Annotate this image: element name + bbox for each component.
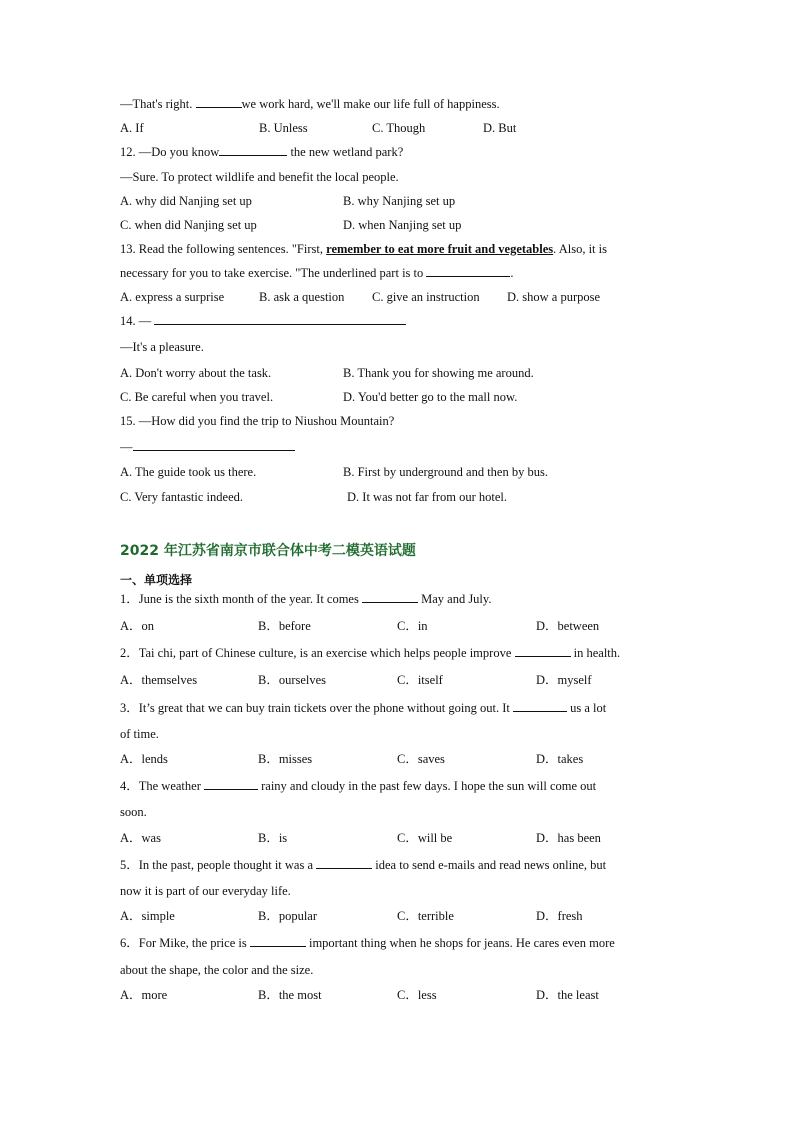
question-2-option-d: D．myself xyxy=(536,673,592,687)
question-6-option-b: B．the most xyxy=(258,988,322,1002)
answer-blank xyxy=(219,144,287,156)
question-6-pre: 6．For Mike, the price is xyxy=(120,936,247,950)
q11-option-a: A. If xyxy=(120,121,144,135)
question-1-pre: 1．June is the sixth month of the year. It comes xyxy=(120,592,359,606)
question-5-option-a: A．simple xyxy=(120,909,175,923)
q14-option-a: A. Don't worry about the task. xyxy=(120,366,272,380)
question-6-post: important thing when he shops for jeans. He cares even more xyxy=(308,936,615,950)
answer-blank xyxy=(316,857,372,869)
q11-option-b: B. Unless xyxy=(259,121,308,135)
q13-line2-text: necessary for you to take exercise. "The underlined part is to xyxy=(120,266,424,280)
answer-blank xyxy=(204,778,258,790)
question-2-option-c: C．itself xyxy=(397,673,443,687)
q15-answer xyxy=(120,439,295,455)
question-4-stem-line2: soon. xyxy=(120,805,147,819)
answer-blank xyxy=(513,700,567,712)
question-3-option-c: C．saves xyxy=(397,752,445,766)
question-4-stem xyxy=(120,778,596,794)
question-1-post: May and July. xyxy=(421,592,492,606)
question-6-option-d: D．the least xyxy=(536,988,599,1002)
q12-option-d: D. when Nanjing set up xyxy=(343,218,462,232)
answer-blank xyxy=(133,439,295,451)
q11-answer-post: we work hard, we'll make our life full of happiness. xyxy=(241,97,500,111)
question-5-option-c: C．terrible xyxy=(397,909,454,923)
q12-stem xyxy=(120,144,403,160)
q14-option-c: C. Be careful when you travel. xyxy=(120,390,274,404)
q14-stem xyxy=(120,313,406,329)
question-2-option-a: A．themselves xyxy=(120,673,198,687)
question-4-pre: 4．The weather xyxy=(120,779,201,793)
q15-stem: 15. —How did you find the trip to Niushou Mountain? xyxy=(120,414,395,428)
q15-option-a: A. The guide took us there. xyxy=(120,465,257,479)
question-3-post: us a lot xyxy=(570,701,607,715)
question-5-post: idea to send e-mails and read news online, but xyxy=(375,858,607,872)
q13-line2-end: . xyxy=(510,266,514,280)
question-6-option-c: C．less xyxy=(397,988,437,1002)
question-3-option-b: B．misses xyxy=(258,752,313,766)
q13-option-c: C. give an instruction xyxy=(372,290,480,304)
q11-option-c: C. Though xyxy=(372,121,426,135)
question-2-stem xyxy=(120,645,620,661)
q12-option-a: A. why did Nanjing set up xyxy=(120,194,252,208)
q12-stem-pre: 12. —Do you know xyxy=(120,145,220,159)
q13-stem-pre: 13. Read the following sentences. "First, xyxy=(120,242,323,256)
question-3-option-d: D．takes xyxy=(536,752,584,766)
question-4-option-d: D．has been xyxy=(536,831,601,845)
question-1-stem xyxy=(120,591,491,607)
question-2-pre: 2．Tai chi, part of Chinese culture, is an exercise which helps people improve xyxy=(120,646,512,660)
answer-blank xyxy=(196,96,242,108)
exam-title: 2022 年江苏省南京市联合体中考二模英语试题 xyxy=(120,543,416,559)
q13-stem xyxy=(120,241,607,257)
answer-blank xyxy=(250,935,306,947)
question-1-option-d: D．between xyxy=(536,619,600,633)
q13-option-d: D. show a purpose xyxy=(507,290,601,304)
q12-answer: —Sure. To protect wildlife and benefit the local people. xyxy=(120,170,399,184)
q15-option-c: C. Very fantastic indeed. xyxy=(120,490,243,504)
q14-answer: —It's a pleasure. xyxy=(120,340,204,354)
question-3-option-a: A．lends xyxy=(120,752,168,766)
q13-underlined-part: remember to eat more fruit and vegetables xyxy=(326,242,554,256)
q13-option-a: A. express a surprise xyxy=(120,290,225,304)
q13-option-b: B. ask a question xyxy=(259,290,345,304)
q12-option-c: C. when did Nanjing set up xyxy=(120,218,257,232)
question-1-option-c: C．in xyxy=(397,619,428,633)
question-1-option-a: A．on xyxy=(120,619,155,633)
q11-answer-line xyxy=(120,96,500,112)
q15-answer-dash: — xyxy=(120,440,133,454)
q11-answer-pre: —That's right. xyxy=(120,97,193,111)
q11-option-d: D. But xyxy=(483,121,517,135)
answer-blank xyxy=(362,591,418,603)
q14-stem-pre: 14. — xyxy=(120,314,152,328)
q15-option-b: B. First by underground and then by bus. xyxy=(343,465,548,479)
question-1-option-b: B．before xyxy=(258,619,311,633)
question-5-pre: 5．In the past, people thought it was a xyxy=(120,858,314,872)
q13-stem-line2 xyxy=(120,265,514,281)
question-6-stem xyxy=(120,935,615,951)
answer-blank xyxy=(426,265,510,277)
section-heading: 一、单项选择 xyxy=(120,573,193,587)
answer-blank xyxy=(154,313,406,325)
question-3-stem-line2: of time. xyxy=(120,727,159,741)
question-4-option-c: C．will be xyxy=(397,831,453,845)
question-5-stem xyxy=(120,857,606,873)
answer-blank xyxy=(515,645,571,657)
q12-stem-post: the new wetland park? xyxy=(290,145,404,159)
question-2-option-b: B．ourselves xyxy=(258,673,327,687)
q13-stem-post: . Also, it is xyxy=(553,242,607,256)
question-5-option-b: B．popular xyxy=(258,909,318,923)
q14-option-b: B. Thank you for showing me around. xyxy=(343,366,534,380)
question-3-pre: 3．It’s great that we can buy train tickets over the phone without going out. It xyxy=(120,701,510,715)
question-4-option-b: B．is xyxy=(258,831,288,845)
q15-option-d: D. It was not far from our hotel. xyxy=(347,490,508,504)
question-5-option-d: D．fresh xyxy=(536,909,583,923)
q14-option-d: D. You'd better go to the mall now. xyxy=(343,390,518,404)
question-2-post: in health. xyxy=(573,646,621,660)
question-4-option-a: A．was xyxy=(120,831,161,845)
q12-option-b: B. why Nanjing set up xyxy=(343,194,456,208)
question-3-stem xyxy=(120,700,606,716)
question-6-stem-line2: about the shape, the color and the size. xyxy=(120,963,314,977)
question-5-stem-line2: now it is part of our everyday life. xyxy=(120,884,291,898)
question-4-post: rainy and cloudy in the past few days. I hope the sun will come out xyxy=(261,779,597,793)
question-6-option-a: A．more xyxy=(120,988,168,1002)
